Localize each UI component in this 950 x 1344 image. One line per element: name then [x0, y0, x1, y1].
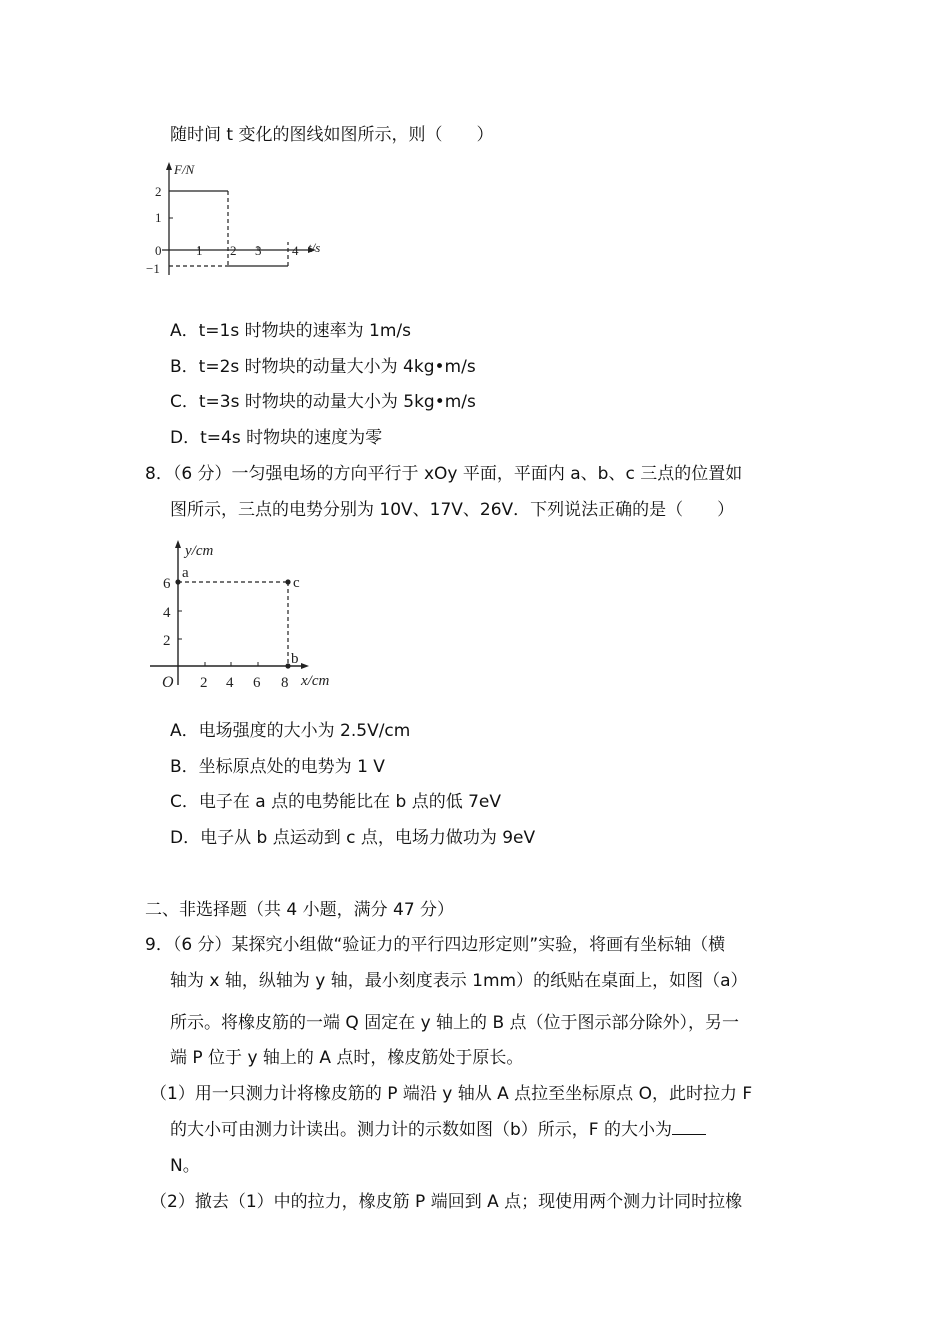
- q7-option-d: D．t=4s 时物块的速度为零: [170, 428, 383, 448]
- q8-stem-line2: 图所示，三点的电势分别为 10V、17V、26V．下列说法正确的是（ ）: [170, 500, 735, 520]
- q8-x-axis-arrow: [301, 663, 309, 669]
- q8-y-axis-arrow: [175, 540, 181, 548]
- q9-part1-line-2: [170, 1118, 706, 1142]
- q8-label-c: c: [293, 575, 300, 591]
- answer-blank[interactable]: [672, 1118, 706, 1135]
- q8-stem-line1: 8．（6 分）一匀强电场的方向平行于 xOy 平面，平面内 a、b、c 三点的位置如: [145, 464, 743, 484]
- q7-x-tick-1: 1: [196, 243, 203, 258]
- q8-origin-label: O: [162, 674, 174, 691]
- q7-y-axis-label: F/N: [174, 162, 195, 177]
- q9-line-1: 9．（6 分）某探究小组做“验证力的平行四边形定则”实验，将画有坐标轴（横: [145, 935, 726, 955]
- q8-option-d: D．电子从 b 点运动到 c 点，电场力做功为 9eV: [170, 828, 536, 848]
- q8-y-axis-label: y/cm: [185, 543, 214, 559]
- q7-y-axis-arrow: [166, 162, 172, 170]
- q9-part1-line-3: N。: [170, 1156, 200, 1176]
- q8-x-tick-6: 6: [253, 675, 261, 691]
- q9-line-3: 所示。将橡皮筋的一端 Q 固定在 y 轴上的 B 点（位于图示部分除外），另一: [170, 1013, 740, 1033]
- q7-y-tick-0: 0: [155, 243, 162, 258]
- q8-label-b: b: [291, 651, 299, 667]
- q9-line-2: 轴为 x 轴，纵轴为 y 轴，最小刻度表示 1mm）的纸贴在桌面上，如图（a）: [170, 971, 748, 991]
- q8-x-tick-8: 8: [281, 675, 289, 691]
- q7-x-tick-4: 4: [292, 243, 299, 258]
- q7-x-tick-3: 3: [255, 243, 262, 258]
- q7-x-axis-label: t/s: [308, 240, 321, 255]
- q7-y-tick-1: 1: [155, 210, 162, 225]
- q9-part1-line-1: （1）用一只测力计将橡皮筋的 P 端沿 y 轴从 A 点拉至坐标原点 O，此时拉力 F: [150, 1084, 753, 1104]
- q8-point-b: [285, 663, 290, 668]
- q8-option-b: B．坐标原点处的电势为 1 V: [170, 757, 385, 777]
- q7-option-a: A．t=1s 时物块的速率为 1m/s: [170, 321, 411, 341]
- q8-option-c: C．电子在 a 点的电势能比在 b 点的低 7eV: [170, 792, 502, 812]
- q8-option-a: A．电场强度的大小为 2.5V/cm: [170, 721, 411, 741]
- q8-coordinate-figure: [145, 535, 345, 695]
- q8-point-a: [175, 579, 180, 584]
- q9-line-4: 端 P 位于 y 轴上的 A 点时，橡皮筋处于原长。: [170, 1048, 524, 1068]
- q8-x-tick-2: 2: [200, 675, 208, 691]
- q9-part2-line-1: （2）撤去（1）中的拉力，橡皮筋 P 端回到 A 点；现使用两个测力计同时拉橡: [150, 1192, 743, 1212]
- q7-force-time-graph: [140, 160, 340, 280]
- q7-y-tick-neg1: −1: [146, 261, 160, 276]
- q8-x-axis-label: x/cm: [301, 673, 330, 689]
- q8-x-tick-4: 4: [226, 675, 234, 691]
- q8-point-c: [285, 579, 290, 584]
- q7-x-tick-2: 2: [230, 243, 237, 258]
- section-heading: 二、非选择题（共 4 小题，满分 47 分）: [145, 900, 455, 920]
- q8-label-a: a: [182, 565, 189, 581]
- q7-option-b: B．t=2s 时物块的动量大小为 4kg•m/s: [170, 357, 476, 377]
- q8-y-tick-6: 6: [163, 576, 171, 592]
- q7-option-c: C．t=3s 时物块的动量大小为 5kg•m/s: [170, 392, 476, 412]
- q9-part1-line-2-text: 的大小可由测力计读出。测力计的示数如图（b）所示，F 的大小为: [170, 1120, 672, 1140]
- q7-y-tick-2: 2: [155, 184, 162, 199]
- q7-stem: 随时间 t 变化的图线如图所示，则（ ）: [170, 125, 494, 145]
- q8-y-tick-2: 2: [163, 633, 171, 649]
- q8-y-tick-4: 4: [163, 605, 171, 621]
